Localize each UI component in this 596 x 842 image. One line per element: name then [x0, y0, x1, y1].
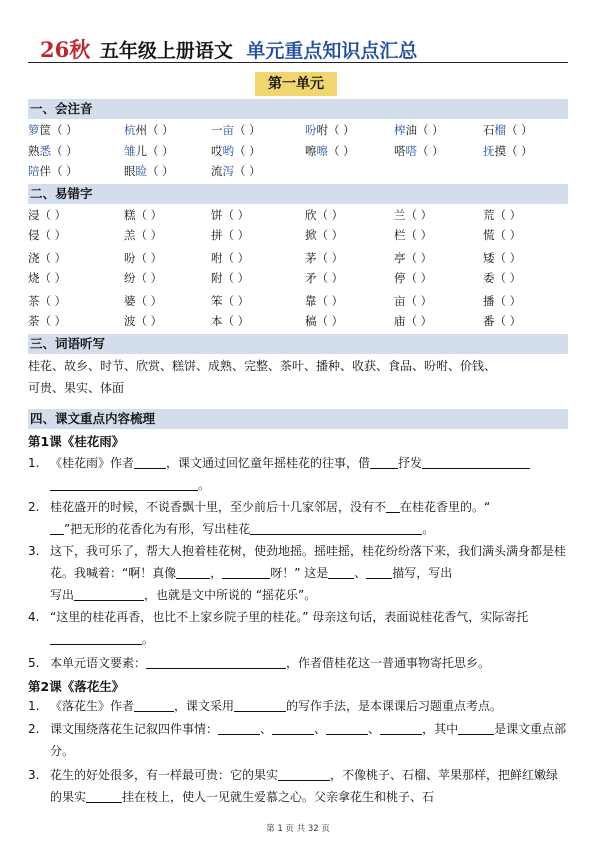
grid-cell[interactable]: 矮（ ）	[483, 251, 522, 265]
grid-cell[interactable]: 婆（ ）	[124, 294, 163, 308]
grid-row	[28, 249, 568, 267]
grid-cell[interactable]: 陪伴（ ）	[28, 164, 78, 178]
grid-cell[interactable]: 慌（ ）	[483, 228, 522, 242]
header-divider	[28, 62, 568, 63]
grid-cell[interactable]: 茶（ ）	[28, 294, 67, 308]
lesson-title: 第2课《落花生》	[28, 679, 125, 694]
grid-cell[interactable]: 浇（ ）	[28, 251, 67, 265]
grid-cell[interactable]: 笨（ ）	[211, 294, 250, 308]
answer-blank[interactable]	[380, 720, 422, 735]
vocab-line: 桂花、故乡、时节、欣赏、糕饼、成熟、完整、茶叶、播种、收获、食品、吩咐、价钱、	[28, 359, 497, 373]
lesson2-item-1: 1. 《落花生》作者 ，课文采用 的写作手法，是本课课后习题重点考点。	[28, 699, 503, 713]
grid-cell[interactable]: 附（ ）	[211, 271, 250, 285]
grid-cell[interactable]: 庙（ ）	[394, 314, 433, 328]
grid-cell[interactable]: 糕（ ）	[124, 208, 163, 222]
grid-cell[interactable]: 兰（ ）	[394, 208, 433, 222]
grid-cell[interactable]: 停（ ）	[394, 271, 433, 285]
grid-cell[interactable]: 流泻（ ）	[211, 164, 261, 178]
grid-cell[interactable]: 嚓嚓（ ）	[305, 144, 355, 158]
unit-title: 第一单元	[255, 72, 337, 96]
section-heading-pinyin: 一、会注音	[28, 99, 568, 119]
grid-cell[interactable]: 茅（ ）	[305, 251, 344, 265]
lesson1-item-3: 3. 这下，我可乐了，帮大人抱着桂花树，使劲地摇。摇哇摇，桂花纷纷落下来，我们满头满身都是桂花。我喊着：“啊！真像 ， 呀！” 这是 、 描写，写出	[28, 544, 567, 580]
grid-cell[interactable]: 靠（ ）	[305, 294, 344, 308]
grid-cell[interactable]: 羔（ ）	[124, 228, 163, 242]
answer-blank[interactable]	[422, 454, 530, 469]
grid-cell[interactable]: 稿（ ）	[305, 314, 344, 328]
answer-blank[interactable]	[328, 564, 354, 579]
grid-row	[28, 312, 568, 330]
book-title: 五年级上册语文	[99, 40, 233, 62]
grid-cell[interactable]: 吩咐（ ）	[305, 123, 355, 137]
lesson2-item-2: 2. 课文围绕落花生记叙四件事情： 、 、 、 ，其中 是课文重点部分。	[28, 722, 567, 758]
grid-row	[28, 142, 568, 160]
answer-blank[interactable]	[146, 654, 286, 669]
answer-blank[interactable]	[234, 697, 286, 712]
grid-cell[interactable]: 播（ ）	[483, 294, 522, 308]
answer-blank[interactable]	[458, 720, 494, 735]
answer-blank[interactable]	[222, 564, 270, 579]
grid-row	[28, 292, 568, 310]
grid-row	[28, 162, 568, 180]
grid-cell[interactable]: 欣（ ）	[305, 208, 344, 222]
answer-blank[interactable]	[176, 564, 210, 579]
lesson2-item-3: 3. 花生的好处很多，有一样最可贵：它的果实 ，不像桃子、石榴、苹果那样，把鲜红嫩绿的果实 挂在枝上，使人一见就生爱慕之心。父亲拿花生和桃子、石	[28, 768, 559, 804]
lesson1-item-5: 5. 本单元语文要素： ，作者借桂花这一普通事物寄托思乡。	[28, 656, 491, 670]
grid-cell[interactable]: 番（ ）	[483, 314, 522, 328]
grid-cell[interactable]: 拼（ ）	[211, 228, 250, 242]
grid-cell[interactable]: 委（ ）	[483, 271, 522, 285]
term-label: 26秋	[40, 37, 91, 62]
grid-cell[interactable]: 哎哟（ ）	[211, 144, 261, 158]
grid-cell[interactable]: 嗒嗒（ ）	[394, 144, 444, 158]
grid-row	[28, 269, 568, 287]
lesson1-item-2: 2. 桂花盛开的时候，不说香飘十里，至少前后十几家邻居，没有不 在桂花香里的。“ ”把无形的花香化为有形，写出桂花 。	[28, 500, 491, 536]
grid-cell[interactable]: 亩（ ）	[394, 294, 433, 308]
answer-blank[interactable]	[86, 788, 122, 803]
grid-cell[interactable]: 饼（ ）	[211, 208, 250, 222]
section-heading-error-chars: 二、易错字	[28, 184, 568, 204]
grid-cell[interactable]: 浸（ ）	[28, 208, 67, 222]
grid-cell[interactable]: 抚摸（ ）	[483, 144, 533, 158]
grid-cell[interactable]: 吩（ ）	[124, 251, 163, 265]
answer-blank[interactable]	[218, 720, 260, 735]
lesson1-item-4: 4. “这里的桂花再香，也比不上家乡院子里的桂花。” 母亲这句话，表面说桂花香气，实际寄托。	[28, 610, 529, 646]
grid-cell[interactable]: 掀（ ）	[305, 228, 344, 242]
answer-blank[interactable]	[250, 520, 422, 535]
answer-blank[interactable]	[50, 520, 64, 535]
grid-cell[interactable]: 石榴（ ）	[483, 123, 533, 137]
grid-cell[interactable]: 矛（ ）	[305, 271, 344, 285]
grid-cell[interactable]: 本（ ）	[211, 314, 250, 328]
answer-blank[interactable]	[326, 720, 368, 735]
answer-blank[interactable]	[134, 697, 174, 712]
document-header	[40, 34, 417, 64]
answer-blank[interactable]	[272, 720, 314, 735]
vocab-line: 可贵、果实、体面	[28, 381, 125, 395]
section-heading-key-content: 四、课文重点内容梳理	[28, 409, 568, 429]
grid-cell[interactable]: 侵（ ）	[28, 228, 67, 242]
grid-cell[interactable]: 栏（ ）	[394, 228, 433, 242]
grid-row	[28, 121, 568, 139]
grid-cell[interactable]: 烧（ ）	[28, 271, 67, 285]
grid-cell[interactable]: 咐（ ）	[211, 251, 250, 265]
answer-blank[interactable]	[366, 564, 392, 579]
grid-cell[interactable]: 榨油（ ）	[394, 123, 444, 137]
lesson-title: 第1课《桂花雨》	[28, 434, 125, 449]
grid-cell[interactable]: 眼睑（ ）	[124, 164, 174, 178]
answer-blank[interactable]	[134, 454, 166, 469]
grid-cell[interactable]: 波（ ）	[124, 314, 163, 328]
grid-row	[28, 206, 568, 224]
grid-cell[interactable]: 杭州（ ）	[124, 123, 174, 137]
answer-blank[interactable]	[50, 630, 142, 645]
grid-cell[interactable]: 亭（ ）	[394, 251, 433, 265]
answer-blank[interactable]	[74, 586, 144, 601]
grid-cell[interactable]: 纷（ ）	[124, 271, 163, 285]
grid-cell[interactable]: 雏儿（ ）	[124, 144, 174, 158]
answer-blank[interactable]	[278, 766, 330, 781]
answer-blank[interactable]	[50, 476, 198, 491]
lesson1-item-1: 1. 《桂花雨》作者 ，课文通过回忆童年摇桂花的往事，借 抒发 。	[28, 452, 568, 496]
page-footer: 第 1 页 共 32 页	[266, 824, 330, 834]
answer-blank[interactable]	[370, 454, 398, 469]
grid-cell[interactable]: 箩筐（ ）	[28, 123, 78, 137]
grid-cell[interactable]: 熟悉（ ）	[28, 144, 78, 158]
grid-cell[interactable]: 荼（ ）	[28, 314, 67, 328]
lesson1-item-3-cont: 写出 ，也就是文中所说的 “摇花乐”。	[50, 588, 317, 602]
grid-cell[interactable]: 荒（ ）	[483, 208, 522, 222]
topic-title: 单元重点知识点汇总	[246, 40, 418, 62]
section-heading-vocab: 三、词语听写	[28, 334, 568, 354]
grid-cell[interactable]: 一亩（ ）	[211, 123, 261, 137]
answer-blank[interactable]	[386, 498, 400, 513]
grid-row	[28, 226, 568, 244]
